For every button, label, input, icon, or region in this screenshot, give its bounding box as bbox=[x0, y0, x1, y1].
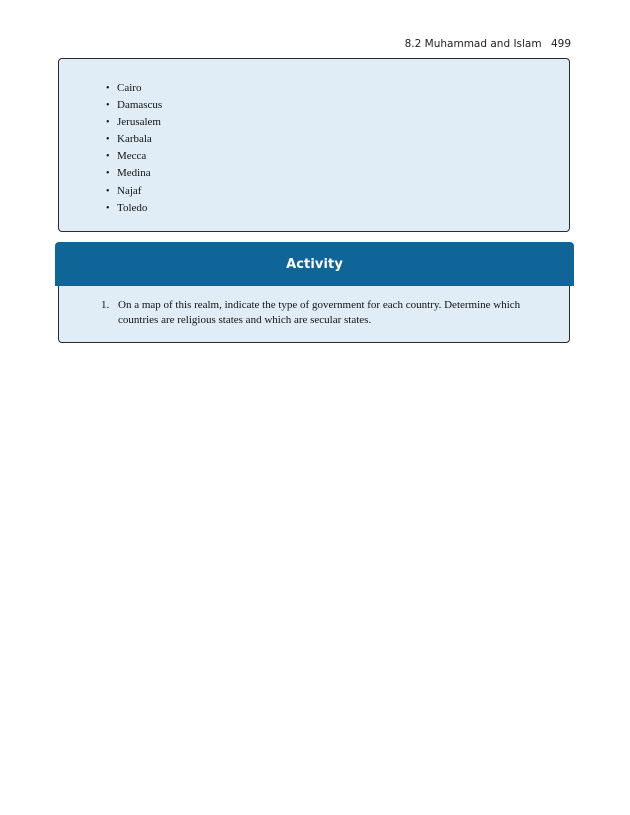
activity-text: On a map of this realm, indicate the type of government for each country. Determine which countries are religious states and which are secular states. bbox=[118, 299, 521, 326]
list-item bbox=[106, 114, 569, 131]
city-name: Karbala bbox=[117, 133, 152, 146]
bullet-icon: • bbox=[106, 117, 110, 129]
city-name: Damascus bbox=[117, 99, 163, 112]
bullet-icon: • bbox=[106, 168, 110, 180]
city-name: Jerusalem bbox=[117, 116, 161, 129]
bullet-icon: • bbox=[106, 151, 110, 163]
bullet-icon: • bbox=[106, 202, 110, 214]
list-item bbox=[106, 165, 569, 182]
list-item bbox=[101, 298, 545, 327]
activity-title: Activity bbox=[286, 256, 343, 272]
section-title: 8.2 Muhammad and Islam bbox=[404, 38, 542, 50]
activity-header bbox=[55, 242, 574, 286]
city-name: Toledo bbox=[117, 201, 148, 214]
bullet-icon: • bbox=[106, 185, 110, 197]
running-header bbox=[405, 38, 571, 50]
page-number: 499 bbox=[550, 38, 571, 50]
city-name: Cairo bbox=[117, 82, 142, 94]
list-item bbox=[106, 97, 569, 114]
city-name: Medina bbox=[117, 167, 151, 180]
list-item bbox=[106, 131, 569, 148]
list-item bbox=[106, 200, 569, 217]
list-item bbox=[106, 148, 569, 165]
item-number: 1. bbox=[101, 299, 110, 311]
city-name: Najaf bbox=[117, 184, 142, 197]
bullet-icon: • bbox=[106, 83, 110, 94]
cities-list bbox=[59, 59, 569, 217]
bullet-icon: • bbox=[106, 134, 110, 146]
bullet-icon: • bbox=[106, 100, 110, 112]
city-name: Mecca bbox=[117, 150, 147, 163]
list-item bbox=[106, 183, 569, 200]
cities-box bbox=[58, 58, 570, 232]
list-item bbox=[106, 80, 569, 97]
